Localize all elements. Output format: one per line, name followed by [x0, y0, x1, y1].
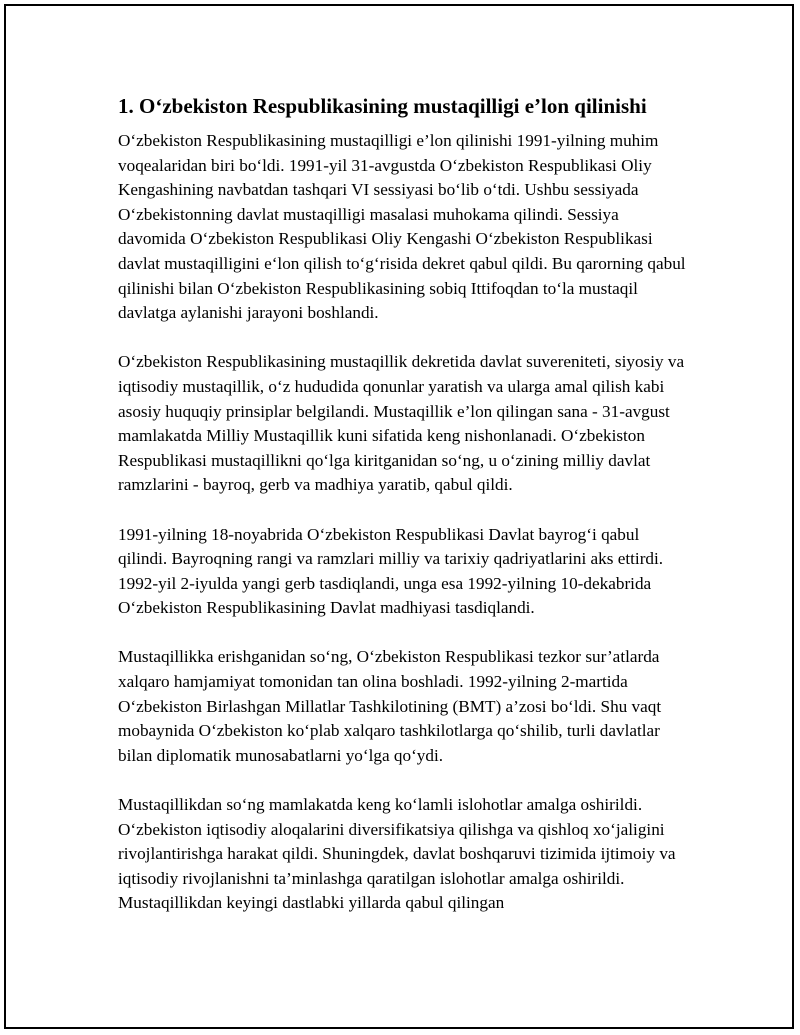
section-heading: 1. O‘zbekiston Respublikasining mustaqilligi e’lon qilinishi	[118, 94, 647, 118]
paragraph-reforms: Mustaqillikdan so‘ng mamlakatda keng ko‘lamli islohotlar amalga oshirildi. O‘zbekiston iqtisodiy aloqalarini diversifikatsiya qilishga va qishloq xo‘jaligini rivojlantirishga harakat qildi. Shuningdek, davlat boshqaruvi tizimida ijtimoiy va iqtisodiy rivojlanishni ta’minlashga qaratilgan islohotlar amalga oshirildi. Mustaqillikdan keyingi dastlabki yillarda qabul qilingan	[118, 795, 676, 913]
paragraph-state-symbols: 1991-yilning 18-noyabrida O‘zbekiston Respublikasi Davlat bayrog‘i qabul qilindi. Bayroqning rangi va ramzlari milliy va tarixiy qadriyatlarini aks ettirdi. 1992-yil 2-iyulda yangi gerb tasdiqlandi, unga esa 1992-yilning 10-dekabrida O‘zbekiston Respublikasining Davlat madhiyasi tasdiqlandi.	[118, 524, 664, 618]
paragraph-international-recognition: Mustaqillikka erishganidan so‘ng, O‘zbekiston Respublikasi tezkor sur’atlarda xalqaro hamjamiyat tomonidan tan olina boshladi. 1992-yilning 2-martida O‘zbekiston Birlashgan Millatlar Tashkilotining (BMT) a’zosi bo‘ldi. Shu vaqt mobaynida O‘zbekiston ko‘plab xalqaro tashkilotlarga qo‘shilib, turli davlatlar bilan diplomatik munosabatlarni yo‘lga qo‘ydi.	[118, 647, 662, 765]
paragraph-independence-decree: O‘zbekiston Respublikasining mustaqillik dekretida davlat suvereniteti, siyosiy va iqtisodiy mustaqillik, o‘z hududida qonunlar yaratish va ularga amal qilish kabi asosiy huquqiy prinsiplar belgilandi. Mustaqillik e’lon qilingan sana - 31-avgust mamlakatda Milliy Mustaqillik kuni sifatida keng nishonlanadi. O‘zbekiston Respublikasi mustaqillikni qo‘lga kiritganidan so‘ng, u o‘zining milliy davlat ramzlarini - bayroq, gerb va madhiya yaratib, qabul qildi.	[118, 352, 685, 495]
paragraph-independence-declaration: O‘zbekiston Respublikasining mustaqilligi e’lon qilinishi 1991-yilning muhim voqealaridan biri bo‘ldi. 1991-yil 31-avgustda O‘zbekiston Respublikasi Oliy Kengashining navbatdan tashqari VI sessiyasi bo‘lib o‘tdi. Ushbu sessiyada O‘zbekistonning davlat mustaqilligi masalasi muhokama qilindi. Sessiya davomida O‘zbekiston Respublikasi Oliy Kengashi O‘zbekiston Respublikasi davlat mustaqilligini e‘lon qilish to‘g‘risida dekret qabul qildi. Bu qarorning qabul qilinishi bilan O‘zbekiston Respublikasining sobiq Ittifoqdan to‘la mustaqil davlatga aylanishi jarayoni boshlandi.	[118, 131, 686, 323]
document-body	[118, 92, 688, 941]
